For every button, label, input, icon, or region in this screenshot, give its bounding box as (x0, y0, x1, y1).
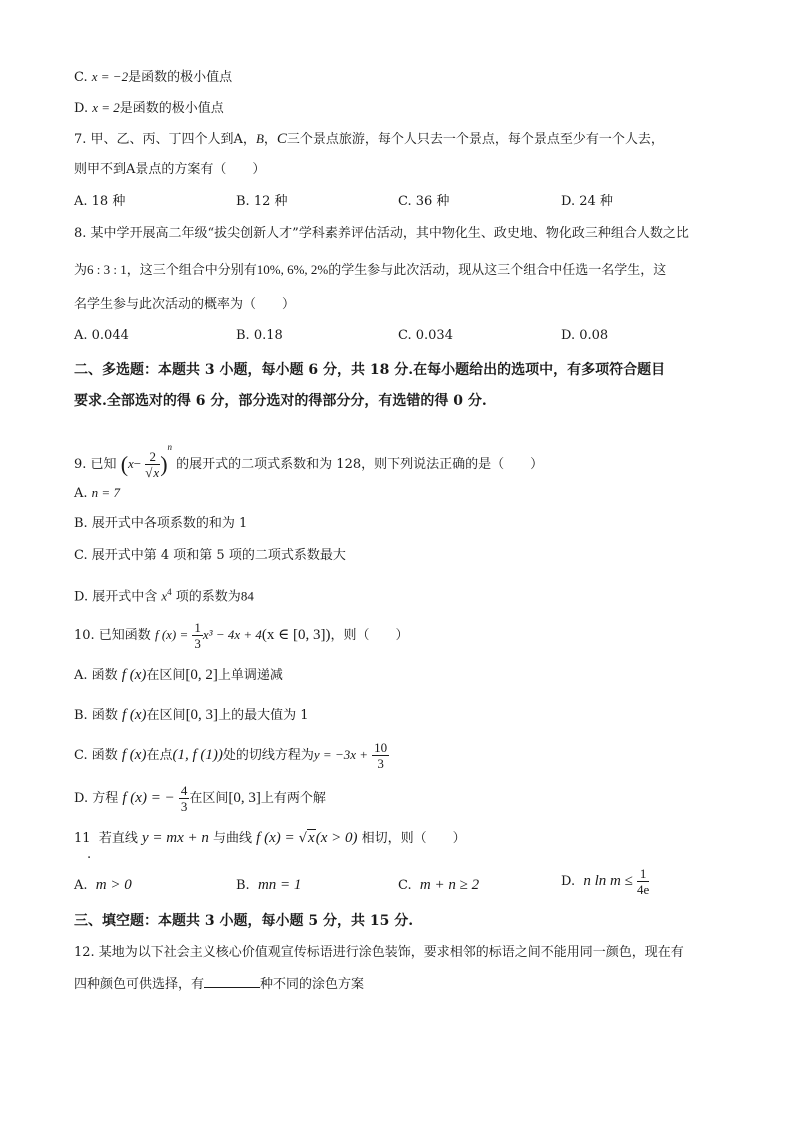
q8-stem-line3: 名学生参与此次活动的概率为（ ） (74, 297, 296, 312)
q10-option-a: A. 函数 f (x)在区间[0, 2]上单调递减 (74, 667, 283, 683)
q7-stem-line2: 则甲不到A景点的方案有（ ） (74, 162, 266, 177)
fraction: $\frac{10}{3}$ (374, 740, 388, 771)
q10-option-b: B. 函数 f (x)在区间[0, 3]上的最大值为 1 (74, 707, 309, 723)
q11-number-dot: . (87, 847, 92, 862)
q6-option-d: D. x = 2是函数的极小值点 (74, 100, 224, 116)
q6-option-c: C. x = −2是函数的极小值点 (74, 69, 233, 85)
q8-stem-line1: 8. 某中学开展高二年级“拔尖创新人才”学科素养评估活动，其中物化生、政史地、物化政三种组合人数之比 (74, 226, 689, 241)
q7-option-c: C. 36 种 (398, 194, 450, 209)
q9-option-c: C. 展开式中第 4 项和第 5 项的二项式系数最大 (74, 548, 346, 563)
q8-stem-line2: 为6 : 3 : 1，这三个组合中分别有10%, 6%, 2%的学生参与此次活动，现从这三个组合中任选一名学生，这 (74, 262, 667, 278)
q8-option-c: C. 0.034 (398, 328, 453, 343)
q12-stem-line2: 四种颜色可供选择，有 种不同的涂色方案 (74, 977, 365, 992)
q7-option-a: A. 18 种 (74, 194, 126, 209)
q9-stem: 9. 已知 (x− $\frac{2}{√x}$ )$^n$ 的展开式的二项式系数和为 128，则下列说法正确的是（ ） (74, 442, 544, 480)
math-expr: x = 2 (92, 100, 120, 115)
section-2-heading-line1: 二、多选题：本题共 3 小题，每小题 6 分，共 18 分.在每小题给出的选项中，有多项符合题目 (74, 362, 666, 378)
q9-option-d: D. 展开式中含 $x^4$ 项的系数为84 (74, 587, 254, 605)
q10-option-c: C. 函数 f (x)在点(1, f (1))处的切线方程为y = −3x + $\frac{10}{3}$ (74, 740, 388, 771)
q11-option-d: D. n ln m ≤ $\frac{1}{4e}$ (561, 866, 650, 897)
q8-option-d: D. 0.08 (561, 328, 609, 343)
q10-option-d: D. 方程 f (x) = − $\frac{4}{3}$ 在区间[0, 3]上有两个解 (74, 783, 326, 814)
q8-option-b: B. 0.18 (236, 328, 283, 343)
q9-option-a: A. n = 7 (74, 485, 120, 501)
q11-option-c: C. m + n ≥ 2 (398, 877, 480, 893)
q12-stem-line1: 12. 某地为以下社会主义核心价值观宣传标语进行涂色装饰，要求相邻的标语之间不能用同一颜色，现在有 (74, 945, 684, 960)
q11-stem: 11 若直线 y = mx + n 与曲线 f (x) = √x(x > 0) 相切，则（ ） (74, 830, 466, 846)
q8-option-a: A. 0.044 (74, 328, 129, 343)
q11-option-a: A. m > 0 (74, 877, 132, 893)
fraction: $\frac{2}{√x}$ (145, 449, 160, 480)
q9-option-b: B. 展开式中各项系数的和为 1 (74, 516, 248, 531)
q11-option-b: B. mn = 1 (236, 877, 302, 893)
math-expr: x = −2 (91, 69, 129, 84)
q7-option-d: D. 24 种 (561, 194, 613, 209)
fraction: $\frac{1}{3}$ (194, 620, 201, 651)
fraction: $\frac{4}{3}$ (180, 783, 188, 814)
q7-stem-line1: 7. 甲、乙、丙、丁四个人到A，B，C三个景点旅游，每个人只去一个景点，每个景点至少有一个人去， (74, 131, 664, 147)
section-3-heading: 三、填空题：本题共 3 小题，每小题 5 分，共 15 分. (74, 913, 414, 929)
section-2-heading-line2: 要求.全部选对的得 6 分，部分选对的得部分分，有选错的得 0 分. (74, 393, 487, 409)
q7-option-b: B. 12 种 (236, 194, 288, 209)
q10-stem: 10. 已知函数 f (x) = $\frac{1}{3}$ x³ − 4x + 4(x ∈ [0, 3])，则（ ） (74, 620, 409, 651)
fraction: $\frac{1}{4e}$ (636, 866, 650, 897)
answer-blank[interactable] (204, 975, 260, 988)
